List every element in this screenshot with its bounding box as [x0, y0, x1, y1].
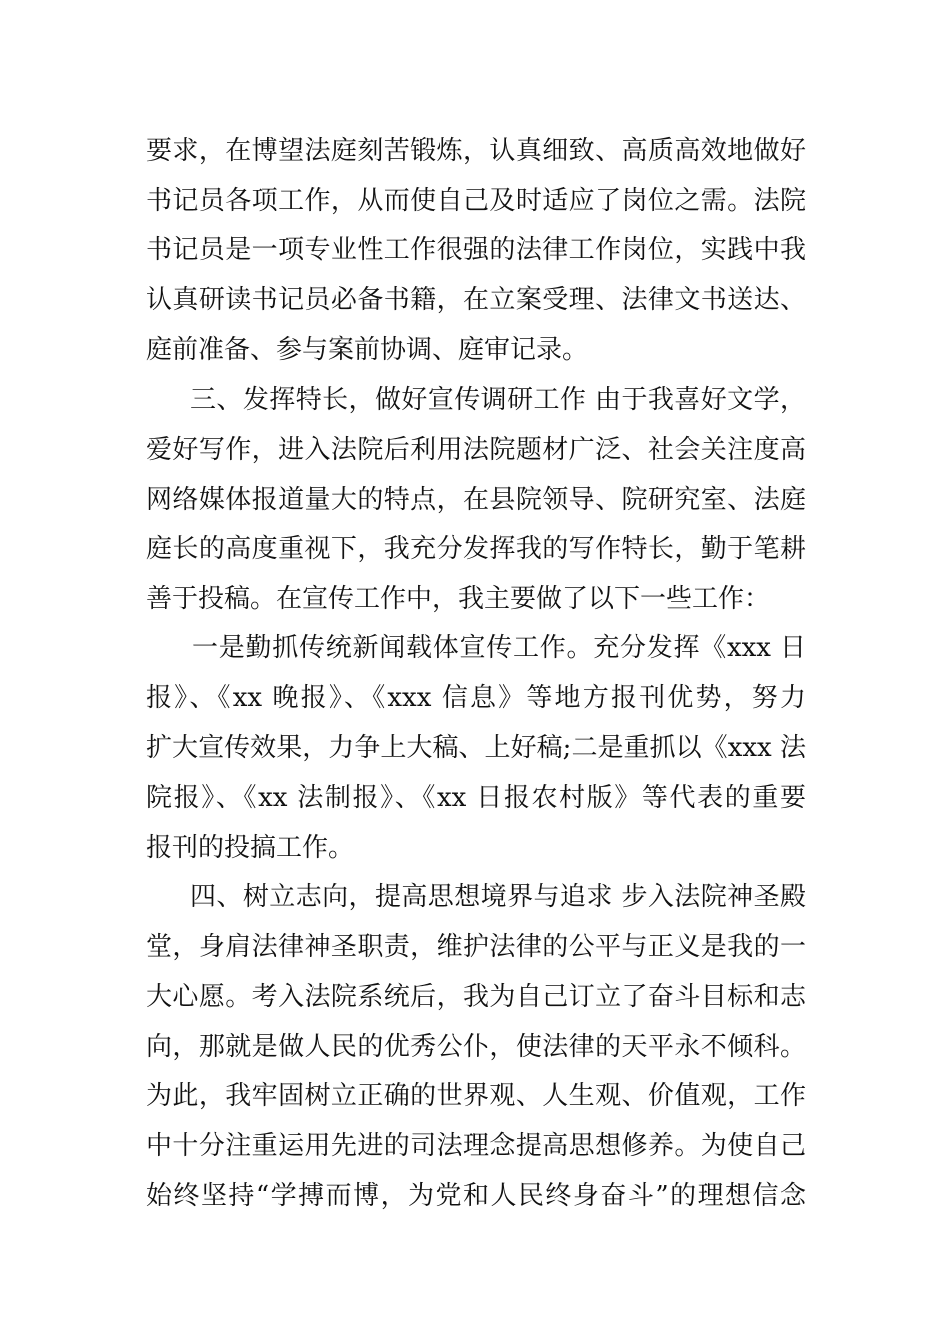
- text-line: 中十分注重运用先进的司法理念提高思想修养。为使自己: [146, 1131, 806, 1161]
- text-line: 庭前准备、参与案前协调、庭审记录。: [146, 335, 589, 365]
- text-line: 善于投稿。在宣传工作中，我主要做了以下一些工作：: [146, 584, 771, 614]
- text-line: 书记员是一项专业性工作很强的法律工作岗位，实践中我: [146, 235, 806, 265]
- text-line: 始终坚持“学搏而博，为党和人民终身奋斗”的理想信念: [146, 1181, 806, 1211]
- text-line: 书记员各项工作，从而使自己及时适应了岗位之需。法院: [146, 186, 806, 216]
- text-line: 一是勤抓传统新闻载体宣传工作。充分发挥《xxx 日: [192, 633, 806, 663]
- text-line: 庭长的高度重视下，我充分发挥我的写作特长，勤于笔耕: [146, 534, 806, 564]
- text-line: 向，那就是做人民的优秀公仆，使法律的天平永不倾科。: [146, 1032, 806, 1062]
- section-heading-line: 三、发挥特长，做好宣传调研工作 由于我喜好文学，: [190, 385, 806, 415]
- text-line: 大心愿。考入法院系统后，我为自己订立了奋斗目标和志: [146, 982, 806, 1012]
- text-line: 堂，身肩法律神圣职责，维护法律的公平与正义是我的一: [146, 932, 806, 962]
- text-line: 爱好写作，进入法院后利用法院题材广泛、社会关注度高: [146, 435, 806, 465]
- text-line: 网络媒体报道量大的特点，在县院领导、院研究室、法庭: [146, 485, 806, 515]
- text-line: 认真研读书记员必备书籍，在立案受理、法律文书送达、: [146, 285, 806, 315]
- section-heading-line: 四、树立志向，提高思想境界与追求 步入法院神圣殿: [190, 882, 806, 912]
- text-line: 报》、《xx 晚报》、《xxx 信息》等地方报刊优势，努力: [146, 683, 806, 713]
- text-line: 扩大宣传效果，力争上大稿、上好稿;二是重抓以《xxx 法: [146, 733, 806, 763]
- text-line: 报刊的投搞工作。: [146, 833, 355, 863]
- text-line: 院报》、《xx 法制报》、《xx 日报农村版》等代表的重要: [146, 783, 806, 813]
- text-line: 为此，我牢固树立正确的世界观、人生观、价值观，工作: [146, 1081, 806, 1111]
- text-line: 要求，在博望法庭刻苦锻炼，认真细致、高质高效地做好: [146, 136, 806, 166]
